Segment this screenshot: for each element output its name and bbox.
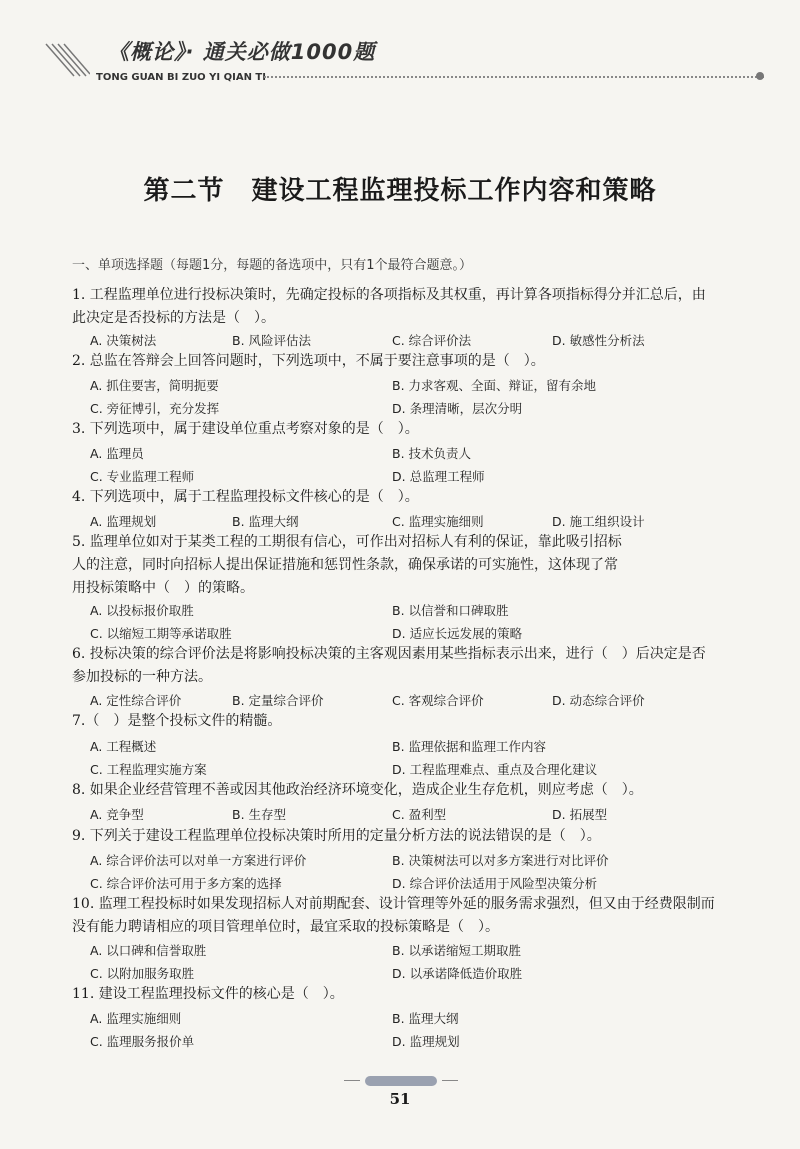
question-3 <box>72 418 756 441</box>
header-title: 《概论》· 通关必做1000题 <box>108 40 376 64</box>
option-c: C. 以缩短工期等承诺取胜 <box>90 626 232 641</box>
option-b: B. 决策树法可以对多方案进行对比评价 <box>392 853 609 868</box>
option-d: D. 工程监理难点、重点及合理化建议 <box>392 762 598 777</box>
question-7 <box>72 710 756 733</box>
option-c: C. 客观综合评价 <box>392 693 484 708</box>
question-2 <box>72 350 756 373</box>
option-d: D. 以承诺降低造价取胜 <box>392 966 523 981</box>
option-c: C. 以附加服务取胜 <box>90 966 195 981</box>
option-a: A. 定性综合评价 <box>90 693 182 708</box>
question-line: 8. 如果企业经营管理不善或因其他政治经济环境变化，造成企业生存危机，则应考虑（ ）。 <box>72 782 643 798</box>
question-8 <box>72 779 756 802</box>
question-line: 1. 工程监理单位进行投标决策时，先确定投标的各项指标及其权重，再计算各项指标得分并汇总后，由 <box>72 287 706 303</box>
option-b: B. 力求客观、全面、辩证，留有余地 <box>392 378 597 393</box>
question-line: 没有能力聘请相应的项目管理单位时，最宜采取的投标策略是（ ）。 <box>72 919 499 935</box>
header-dot-icon <box>756 72 764 80</box>
question-5 <box>72 531 756 600</box>
option-c: C. 工程监理实施方案 <box>90 762 207 777</box>
question-line: 11. 建设工程监理投标文件的核心是（ ）。 <box>72 986 344 1002</box>
footer-ornament-icon <box>365 1076 437 1086</box>
option-a: A. 以口碑和信誉取胜 <box>90 943 207 958</box>
option-b: B. 监理大纲 <box>392 1011 459 1026</box>
question-1 <box>72 284 756 330</box>
question-line: 6. 投标决策的综合评价法是将影响投标决策的主客观因素用某些指标表示出来，进行（ ）后决定是否 <box>72 646 706 662</box>
option-a: A. 综合评价法可以对单一方案进行评价 <box>90 853 307 868</box>
option-d: D. 总监理工程师 <box>392 469 485 484</box>
question-line: 人的注意，同时向招标人提出保证措施和惩罚性条款，确保承诺的可实施性，这体现了常 <box>72 557 618 573</box>
option-c: C. 监理服务报价单 <box>90 1034 195 1049</box>
option-b: B. 以信誉和口碑取胜 <box>392 603 509 618</box>
question-line: 4. 下列选项中，属于工程监理投标文件核心的是（ ）。 <box>72 489 419 505</box>
option-a: A. 以投标报价取胜 <box>90 603 194 618</box>
question-line: 用投标策略中（ ）的策略。 <box>72 580 254 596</box>
footer-rule-right <box>442 1080 458 1081</box>
section-title: 第二节 建设工程监理投标工作内容和策略 <box>143 176 657 206</box>
header-rule <box>264 76 764 78</box>
option-a: A. 决策树法 <box>90 333 157 348</box>
question-line: 参加投标的一种方法。 <box>72 669 212 685</box>
question-11 <box>72 983 756 1006</box>
option-d: D. 敏感性分析法 <box>552 333 645 348</box>
option-b: B. 技术负责人 <box>392 446 472 461</box>
option-d: D. 综合评价法适用于风险型决策分析 <box>392 876 598 891</box>
option-a: A. 监理实施细则 <box>90 1011 182 1026</box>
option-a: A. 抓住要害，简明扼要 <box>90 378 219 393</box>
section-heading: 一、单项选择题（每题1分，每题的备选项中，只有1个最符合题意。） <box>72 258 473 273</box>
option-a: A. 监理员 <box>90 446 144 461</box>
option-a: A. 竞争型 <box>90 807 144 822</box>
question-6 <box>72 643 756 689</box>
option-d: D. 动态综合评价 <box>552 693 645 708</box>
question-line: 10. 监理工程投标时如果发现招标人对前期配套、设计管理等外延的服务需求强烈，但又由于经费限制而 <box>72 896 715 912</box>
option-d: D. 条理清晰，层次分明 <box>392 401 523 416</box>
option-d: D. 施工组织设计 <box>552 514 645 529</box>
option-b: B. 监理大纲 <box>232 514 299 529</box>
header-decoration-icon <box>44 42 90 78</box>
question-4 <box>72 486 756 509</box>
footer-rule-left <box>344 1080 360 1081</box>
option-b: B. 定量综合评价 <box>232 693 324 708</box>
option-d: D. 监理规划 <box>392 1034 460 1049</box>
page-number: 51 <box>389 1090 411 1108</box>
option-c: C. 监理实施细则 <box>392 514 484 529</box>
option-c: C. 专业监理工程师 <box>90 469 195 484</box>
question-line: 9. 下列关于建设工程监理单位投标决策时所用的定量分析方法的说法错误的是（ ）。 <box>72 828 601 844</box>
option-c: C. 综合评价法 <box>392 333 472 348</box>
option-a: A. 监理规划 <box>90 514 157 529</box>
question-line: 3. 下列选项中，属于建设单位重点考察对象的是（ ）。 <box>72 421 419 437</box>
page-header <box>44 30 764 90</box>
option-b: B. 监理依据和监理工作内容 <box>392 739 547 754</box>
question-line: 7.（ ）是整个投标文件的精髓。 <box>72 713 282 729</box>
option-c: C. 综合评价法可用于多方案的选择 <box>90 876 282 891</box>
question-9 <box>72 825 756 848</box>
option-d: D. 拓展型 <box>552 807 608 822</box>
option-a: A. 工程概述 <box>90 739 157 754</box>
question-line: 5. 监理单位如对于某类工程的工期很有信心，可作出对招标人有利的保证，靠此吸引招标 <box>72 534 622 550</box>
option-b: B. 风险评估法 <box>232 333 312 348</box>
option-b: B. 生存型 <box>232 807 287 822</box>
question-line: 此决定是否投标的方法是（ ）。 <box>72 310 275 326</box>
question-10 <box>72 893 756 939</box>
option-d: D. 适应长远发展的策略 <box>392 626 523 641</box>
option-c: C. 旁征博引，充分发挥 <box>90 401 220 416</box>
option-b: B. 以承诺缩短工期取胜 <box>392 943 522 958</box>
question-line: 2. 总监在答辩会上回答问题时，下列选项中，不属于要注意事项的是（ ）。 <box>72 353 545 369</box>
option-c: C. 盈利型 <box>392 807 447 822</box>
header-subtitle: TONG GUAN BI ZUO YI QIAN TI <box>96 72 266 83</box>
